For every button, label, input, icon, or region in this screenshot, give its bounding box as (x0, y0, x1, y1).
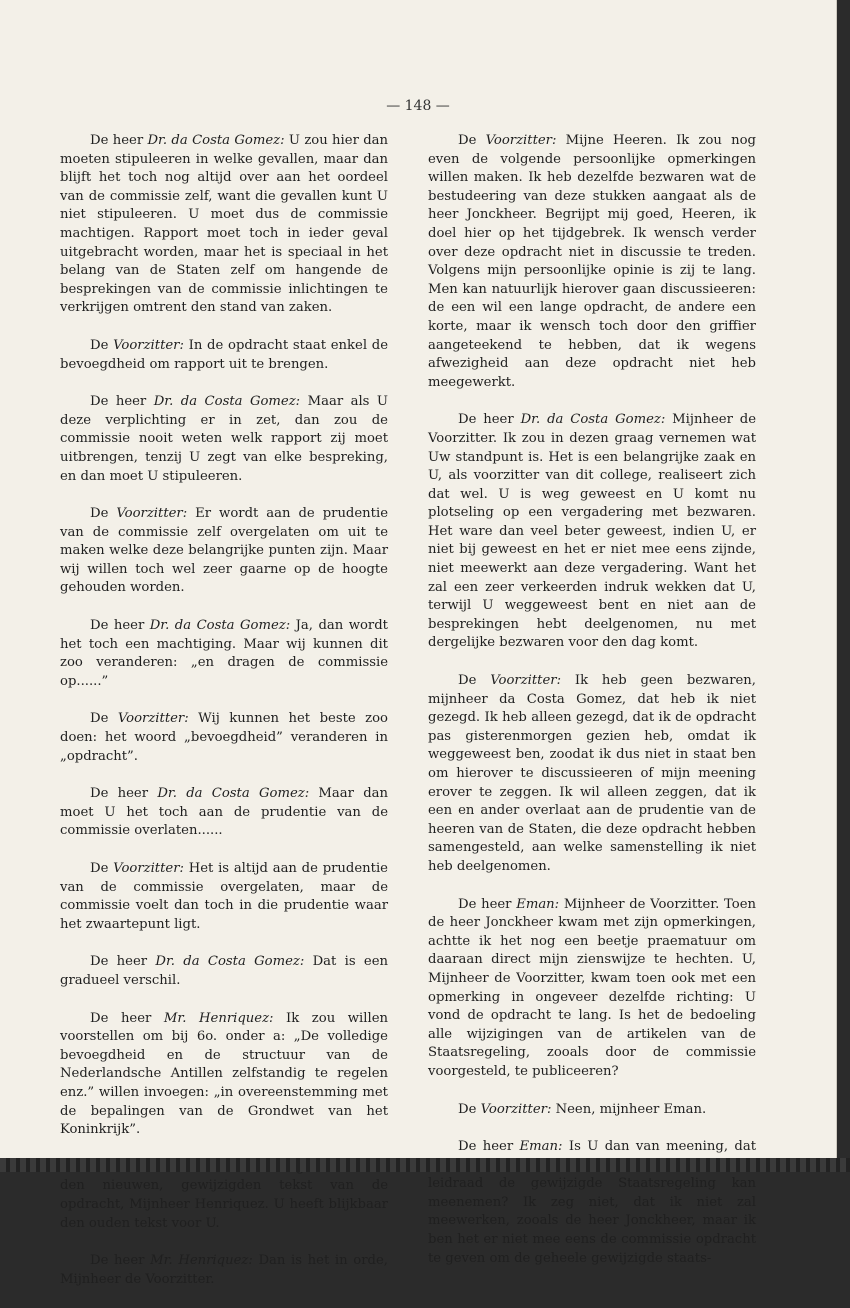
paragraph-intro: De heer (90, 786, 158, 802)
paragraph-text: Mijnheer de Voorzitter. Toen de heer Jonckheer kwam met zijn opmerkingen, achtte ik het nog een beetje praematuur om daaraan direct mijn zienswijze te hechten. U, Mijnheer de Voorzitter, kwam toen ook met een opmerking in ongeveer dezelfde richting: U vond de opdracht te lang. Is het de bedoeling alle wijzigingen van de artikelen van de Staatsregeling, zooals door de commissie voorgesteld, te publiceeren? (428, 896, 756, 1079)
paragraph-text: In de opdracht staat enkel de bevoegdheid om rapport uit te brengen. (60, 337, 388, 372)
paragraph (60, 953, 388, 990)
speaker-name: Dr. da Costa Gomez: (149, 618, 291, 634)
paragraph-intro: De (458, 133, 486, 148)
speaker-name: Eman: (519, 1139, 563, 1155)
paragraph-intro: De heer (90, 618, 150, 634)
paragraph-intro: De heer (458, 1139, 520, 1155)
paragraph (428, 132, 756, 392)
paragraph-intro: De heer (90, 1010, 164, 1026)
speaker-name: Dr. da Costa Gomez: (157, 786, 310, 802)
speaker-name: Voorzitter: (113, 337, 184, 353)
paragraph-intro: De heer (90, 954, 156, 970)
page-number: — 148 — (386, 98, 450, 114)
speaker-name: Voorzitter: (480, 1101, 552, 1117)
paragraph (60, 132, 388, 318)
right-column (428, 132, 756, 1287)
paragraph-intro: De heer (458, 896, 517, 912)
paragraph-intro: De heer (90, 1253, 151, 1269)
paragraph-intro: De (90, 711, 118, 727)
speaker-name: Voorzitter: (113, 861, 184, 876)
paragraph-text: Het is altijd aan de prudentie van de commissie overgelaten, maar de commissie voelt dan toch in die prudentie waar het zwaartepunt ligt. (60, 861, 388, 932)
speaker-name: Dr. da Costa Gomez: (147, 133, 285, 148)
paragraph-text: Dan is het in orde, Mijnheer de Voorzitter. (60, 1253, 388, 1287)
paragraph-text: Neen, mijnheer Eman. (551, 1101, 707, 1117)
speaker-name: Dr. da Costa Gomez: (153, 394, 301, 410)
paragraph-text: Ik heb geen bezwaren, mijnheer da Costa Gomez, dat heb ik niet gezegd. Ik heb alleen gezegd, dat ik de opdracht pas gisterenmorgen gezien heb, omdat ik weggeweest ben, zoodat ik dus niet in staat ben om hierover te discussieeren of mijn meening erover te zeggen. Ik wil alleen zeggen, dat ik een en ander overlaat aan de prudentie van de heeren van de Staten, die deze opdracht hebben samengesteld, aan welke samenstelling ik niet heb deelgenomen. (428, 673, 756, 874)
speaker-name: Voorzitter: (116, 506, 188, 522)
paragraph (60, 860, 388, 934)
paragraph (428, 672, 756, 877)
paragraph-intro: De heer (90, 394, 154, 410)
paragraph-text: U zou hier dan moeten stipuleeren in welke gevallen, maar dan blijft het toch nog altijd over aan het oordeel van de commissie zelf, want die gevallen kunt U niet stipuleeren. U moet dus de commissie machtigen. Rapport moet toch in ieder geval uitgebracht worden, maar het is speciaal in het belang van de Staten zelf om hangende de besprekingen van de commissie inlichtingen te verkrijgen omtrent den stand van zaken. (60, 133, 389, 316)
speaker-name: Voorzitter: (485, 133, 557, 148)
paragraph-text: Ja, dan wordt het toch een machtiging. Maar wij kunnen dit zoo veranderen: „en dragen de commissie op......” (60, 618, 388, 689)
paragraph-text: Mijnheer de Voorzitter. Ik zou in dezen graag vernemen wat Uw standpunt is. Het is een belangrijke zaak en U, als voorzitter van dit college, realiseert zich dat wel. U is weg geweest en U komt nu plotseling op een vergadering met bezwaren. Het ware dan veel beter geweest, indien U, er niet bij geweest en het er niet mee eens zijnde, niet meewerkt aan deze vergadering. Want het zal een zeer verkeerden indruk wekken dat U, terwijl U weggeweest bent en niet aan de besprekingen hebt deelgenomen, nu met dergelijke bezwaren voor den dag komt. (428, 412, 757, 651)
left-column (60, 132, 388, 1308)
paragraph (60, 1010, 388, 1140)
speaker-name: Mr. Henriquez: (150, 1253, 253, 1269)
speaker-name: Eman: (516, 896, 560, 912)
speaker-name: Mr. Henriquez: (163, 1010, 274, 1026)
paragraph-text: Maar dan moet U het toch aan de prudentie van de commissie overlaten...... (60, 786, 389, 839)
paragraph-intro: De heer (458, 412, 521, 428)
paragraph-intro: De (90, 337, 114, 353)
paragraph-intro: De (458, 673, 491, 689)
paragraph-text: Ik zou willen voorstellen om bij 6o. onder a: „De volledige bevoegdheid en de structuur van de Nederlandsche Antillen zelfstandig te regelen enz.” willen invoegen: „in overeenstemming met de bepalingen van de Grondwet van het Koninkrijk”. (60, 1010, 388, 1138)
paragraph-intro: De (90, 861, 114, 876)
speaker-name: Voorzitter: (490, 673, 562, 689)
speaker-name: Dr. da Costa Gomez: (520, 412, 666, 428)
paragraph-text: Maar als U deze verplichting er in zet, dan zou de commissie nooit weten welk rapport zij moet uitbrengen, tenzij U zegt van elke bespreking, en dan moet U stipuleeren. (60, 394, 389, 484)
paragraph (60, 1252, 388, 1289)
paragraph-text: Is U dan van meening, dat leidraad de gewijzigde Staatsregeling kan meenemen? Ik zeg niet, dat ik niet zal meewerken, zooals de heer Jonckheer, maar ik ben het er niet mee eens de commissie opdracht te geven om de geheele gewijzigde staats- (428, 1139, 756, 1266)
paragraph (60, 393, 388, 486)
paragraph (428, 411, 756, 653)
paragraph-text: den nieuwen, gewijzigden tekst van de opdracht, Mijnheer Henriquez. U heeft blijkbaar den ouden tekst voor U. (60, 1178, 388, 1231)
paragraph-intro: De (458, 1101, 481, 1117)
paragraph-text: Wij kunnen het beste zoo doen: het woord „bevoegdheid” veranderen in „opdracht”. (60, 711, 388, 764)
paragraph-intro: De heer (90, 133, 148, 148)
paragraph (60, 337, 388, 374)
paragraph (60, 785, 388, 841)
paragraph (60, 505, 388, 598)
paragraph (428, 896, 756, 1082)
paragraph-text: Dat is een gradueel verschil. (60, 954, 389, 988)
paragraph-intro: De (90, 506, 117, 522)
paragraph (428, 1101, 756, 1120)
paragraph-text: Mijne Heeren. Ik zou nog even de volgende persoonlijke opmerkingen willen maken. Ik heb dezelfde bezwaren wat de bestudeering van deze stukken aangaat als de heer Jonckheer. Begrijpt mij goed, Heeren, ik doel hier op het tijdgebrek. Ik wensch verder over deze opdracht niet in discussie te treden. Volgens mijn persoonlijke opinie is zij te lang. Men kan natuurlijk hierover gaan discussieeren: de een wil een lange opdracht, de andere een korte, maar ik wensch toch door den griffier aangeteekend te hebben, dat ik wegens afwezigheid aan deze opdracht niet heb meegewerkt. (428, 133, 756, 390)
scan-edge-strip (0, 1158, 850, 1172)
speaker-name: Voorzitter: (117, 711, 189, 727)
paragraph-text: Er wordt aan de prudentie van de commissie zelf overgelaten om uit te maken welke deze belangrijke punten zijn. Maar wij willen toch wel zeer gaarne op de hoogte gehouden worden. (60, 506, 388, 596)
speaker-name: Dr. da Costa Gomez: (155, 954, 305, 970)
paragraph (60, 710, 388, 766)
paragraph (60, 617, 388, 691)
